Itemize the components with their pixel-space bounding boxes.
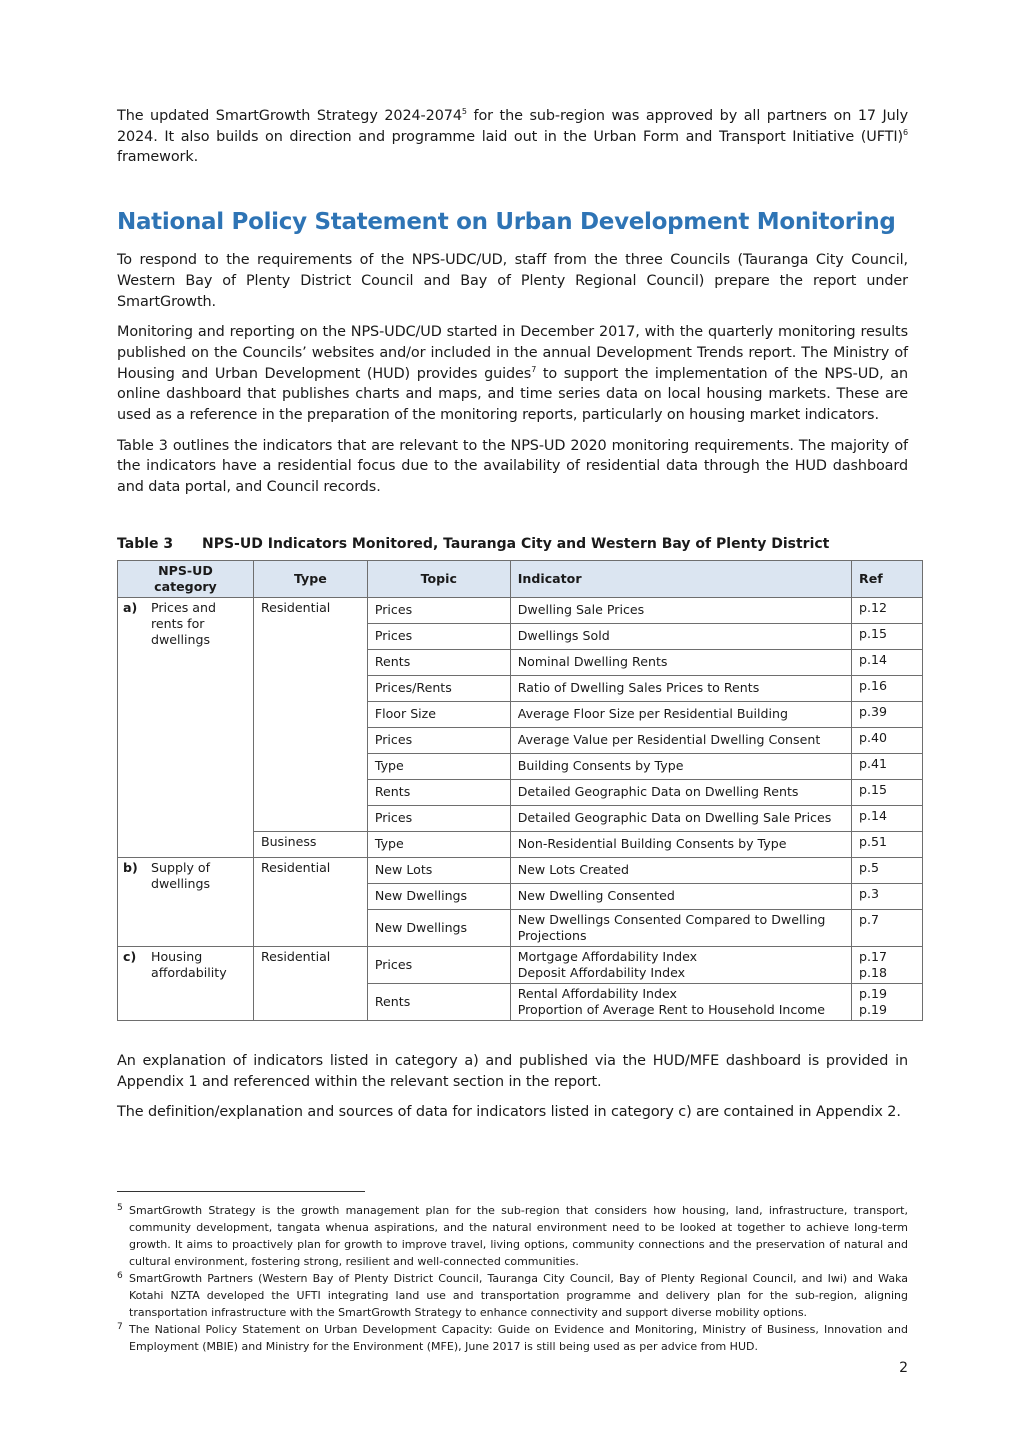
footnote-ref-6[interactable]: 6 (903, 127, 908, 137)
topic-cell: New Lots (367, 857, 510, 883)
ref-cell: p.12 (852, 597, 923, 623)
footnote-7 (117, 1321, 908, 1355)
type-cell: Residential (253, 597, 367, 831)
indicator-cell: Building Consents by Type (510, 753, 851, 779)
category-letter: b) (123, 859, 138, 875)
footnote-text: The National Policy Statement on Urban Development Capacity: Guide on Evidence and Monitoring, Ministry of Business, Innovation and Employment (MBIE) and Ministry for the Environment (MFE), June 2017 is still being used as per advice from HUD. (129, 1323, 908, 1353)
ref-cell: p.51 (852, 831, 923, 857)
indicator-cell: Mortgage Affordability Index Deposit Affordability Index (510, 946, 851, 983)
ref-cell: p.15 (852, 623, 923, 649)
ref-cell: p.7 (852, 909, 923, 946)
footnote-text: SmartGrowth Strategy is the growth management plan for the sub-region that considers how housing, land, infrastructure, transport, community development, tangata whenua aspirations, and the natural environment need to be looked at together to achieve long-term growth. It aims to proactively plan for growth to improve travel, living options, community connections and the preservation of natural and cultural environment, fostering strong, resilient and well-connected communities. (129, 1204, 908, 1268)
topic-cell: Prices (367, 727, 510, 753)
header-category: NPS-UD category (118, 560, 254, 597)
ref-cell: p.3 (852, 883, 923, 909)
topic-cell: Floor Size (367, 701, 510, 727)
header-topic: Topic (367, 560, 510, 597)
ref-cell: p.17 p.18 (852, 946, 923, 983)
footnote-6 (117, 1270, 908, 1321)
table-caption (117, 534, 908, 554)
footnotes (117, 1202, 908, 1355)
footnote-mark: 7 (117, 1322, 123, 1332)
footnote-mark: 6 (117, 1271, 123, 1281)
footnote-ref-7[interactable]: 7 (531, 364, 537, 374)
category-letter: c) (123, 948, 137, 964)
table-header-row (118, 560, 923, 597)
category-a-cell (118, 597, 254, 857)
indicator-cell: Dwelling Sale Prices (510, 597, 851, 623)
indicator-cell: New Lots Created (510, 857, 851, 883)
type-cell: Residential (253, 946, 367, 1020)
paragraph-monitoring: Monitoring and reporting on the NPS-UDC/UD started in December 2017, with the quarterly monitoring results published on the Councils’ websites and/or included in the annual Development Trends report. The Ministry of Housing and Urban Development (HUD) provides guides$^7$ to support the implementation of the NPS-UD, an online dashboard that publishes charts and maps, and time series data on local housing markets. These are used as a reference in the preparation of the monitoring reports, particularly on housing market indicators. (117, 324, 908, 424)
indicator-cell: Detailed Geographic Data on Dwelling Rents (510, 779, 851, 805)
category-label: Prices and rents for dwellings (151, 599, 216, 647)
category-letter: a) (123, 599, 138, 615)
ref-cell: p.39 (852, 701, 923, 727)
ref-cell: p.15 (852, 779, 923, 805)
indicator-cell: Ratio of Dwelling Sales Prices to Rents (510, 675, 851, 701)
category-b-cell (118, 857, 254, 946)
ref-cell: p.16 (852, 675, 923, 701)
paragraph-appendix-1: An explanation of indicators listed in category a) and published via the HUD/MFE dashboard is provided in Appendix 1 and referenced within the relevant section in the report. (117, 1052, 908, 1090)
page-number: 2 (899, 1360, 908, 1376)
paragraph-table-intro: Table 3 outlines the indicators that are relevant to the NPS-UD 2020 monitoring requirements. The majority of the indicators have a residential focus due to the availability of residential data through the HUD dashboard and data portal, and Council records. (117, 437, 908, 496)
footnote-5 (117, 1202, 908, 1270)
table-title: NPS-UD Indicators Monitored, Tauranga City and Western Bay of Plenty District (202, 535, 830, 552)
topic-cell: Rents (367, 649, 510, 675)
table-row (118, 946, 923, 983)
category-label: Supply of dwellings (151, 859, 211, 891)
table-number: Table 3 (117, 535, 174, 552)
category-label: Housing affordability (151, 948, 227, 980)
topic-cell: Prices (367, 946, 510, 983)
ref-cell: p.40 (852, 727, 923, 753)
ref-cell: p.14 (852, 649, 923, 675)
header-indicator: Indicator (510, 560, 851, 597)
indicator-cell: Average Floor Size per Residential Building (510, 701, 851, 727)
header-ref: Ref (852, 560, 923, 597)
footnote-ref-5[interactable]: 5 (461, 107, 467, 116)
topic-cell: Rents (367, 779, 510, 805)
indicator-cell: Rental Affordability Index Proportion of Average Rent to Household Income (510, 983, 851, 1020)
footnote-divider (117, 1191, 365, 1192)
topic-cell: Prices (367, 597, 510, 623)
ref-cell: p.41 (852, 753, 923, 779)
indicator-cell: Nominal Dwelling Rents (510, 649, 851, 675)
intro-paragraph: The updated SmartGrowth Strategy 2024-2074$^5$ for the sub-region was approved by all partners on 17 July 2024. It also builds on direction and programme laid out in the Urban Form and Transport Initiative (UFTI)$^6$ framework. (117, 107, 908, 166)
type-cell: Business (253, 831, 367, 857)
topic-cell: Rents (367, 983, 510, 1020)
footnote-mark: 5 (117, 1203, 123, 1213)
indicator-cell: Dwellings Sold (510, 623, 851, 649)
ref-cell: p.19 p.19 (852, 983, 923, 1020)
topic-cell: Prices (367, 805, 510, 831)
type-cell: Residential (253, 857, 367, 946)
page-content (117, 106, 908, 1133)
indicator-cell: Detailed Geographic Data on Dwelling Sale Prices (510, 805, 851, 831)
ref-cell: p.14 (852, 805, 923, 831)
paragraph-respond: To respond to the requirements of the NPS-UDC/UD, staff from the three Councils (Tauranga City Council, Western Bay of Plenty District Council and Bay of Plenty Regional Council) prepare the report under SmartGrowth. (117, 252, 908, 310)
footnote-text: SmartGrowth Partners (Western Bay of Plenty District Council, Tauranga City Council, Bay of Plenty Regional Council, and Iwi) and Waka Kotahi NZTA developed the UFTI integrating land use and transportation programme and delivery plan for the sub-region, aligning transportation infrastructure with the SmartGrowth Strategy to enhance connectivity and support diverse mobility options. (129, 1272, 908, 1319)
topic-cell: New Dwellings (367, 909, 510, 946)
ref-cell: p.5 (852, 857, 923, 883)
indicators-table (117, 560, 923, 1021)
topic-cell: Type (367, 753, 510, 779)
paragraph-appendix-2: The definition/explanation and sources of data for indicators listed in category c) are contained in Appendix 2. (117, 1104, 901, 1121)
indicator-cell: Non-Residential Building Consents by Type (510, 831, 851, 857)
topic-cell: Prices/Rents (367, 675, 510, 701)
table-row (118, 857, 923, 883)
category-c-cell (118, 946, 254, 1020)
table-row (118, 597, 923, 623)
section-heading: National Policy Statement on Urban Development Monitoring (117, 209, 896, 236)
indicator-cell: Average Value per Residential Dwelling Consent (510, 727, 851, 753)
indicator-cell: New Dwellings Consented Compared to Dwelling Projections (510, 909, 851, 946)
topic-cell: New Dwellings (367, 883, 510, 909)
topic-cell: Prices (367, 623, 510, 649)
indicator-cell: New Dwelling Consented (510, 883, 851, 909)
topic-cell: Type (367, 831, 510, 857)
header-type: Type (253, 560, 367, 597)
